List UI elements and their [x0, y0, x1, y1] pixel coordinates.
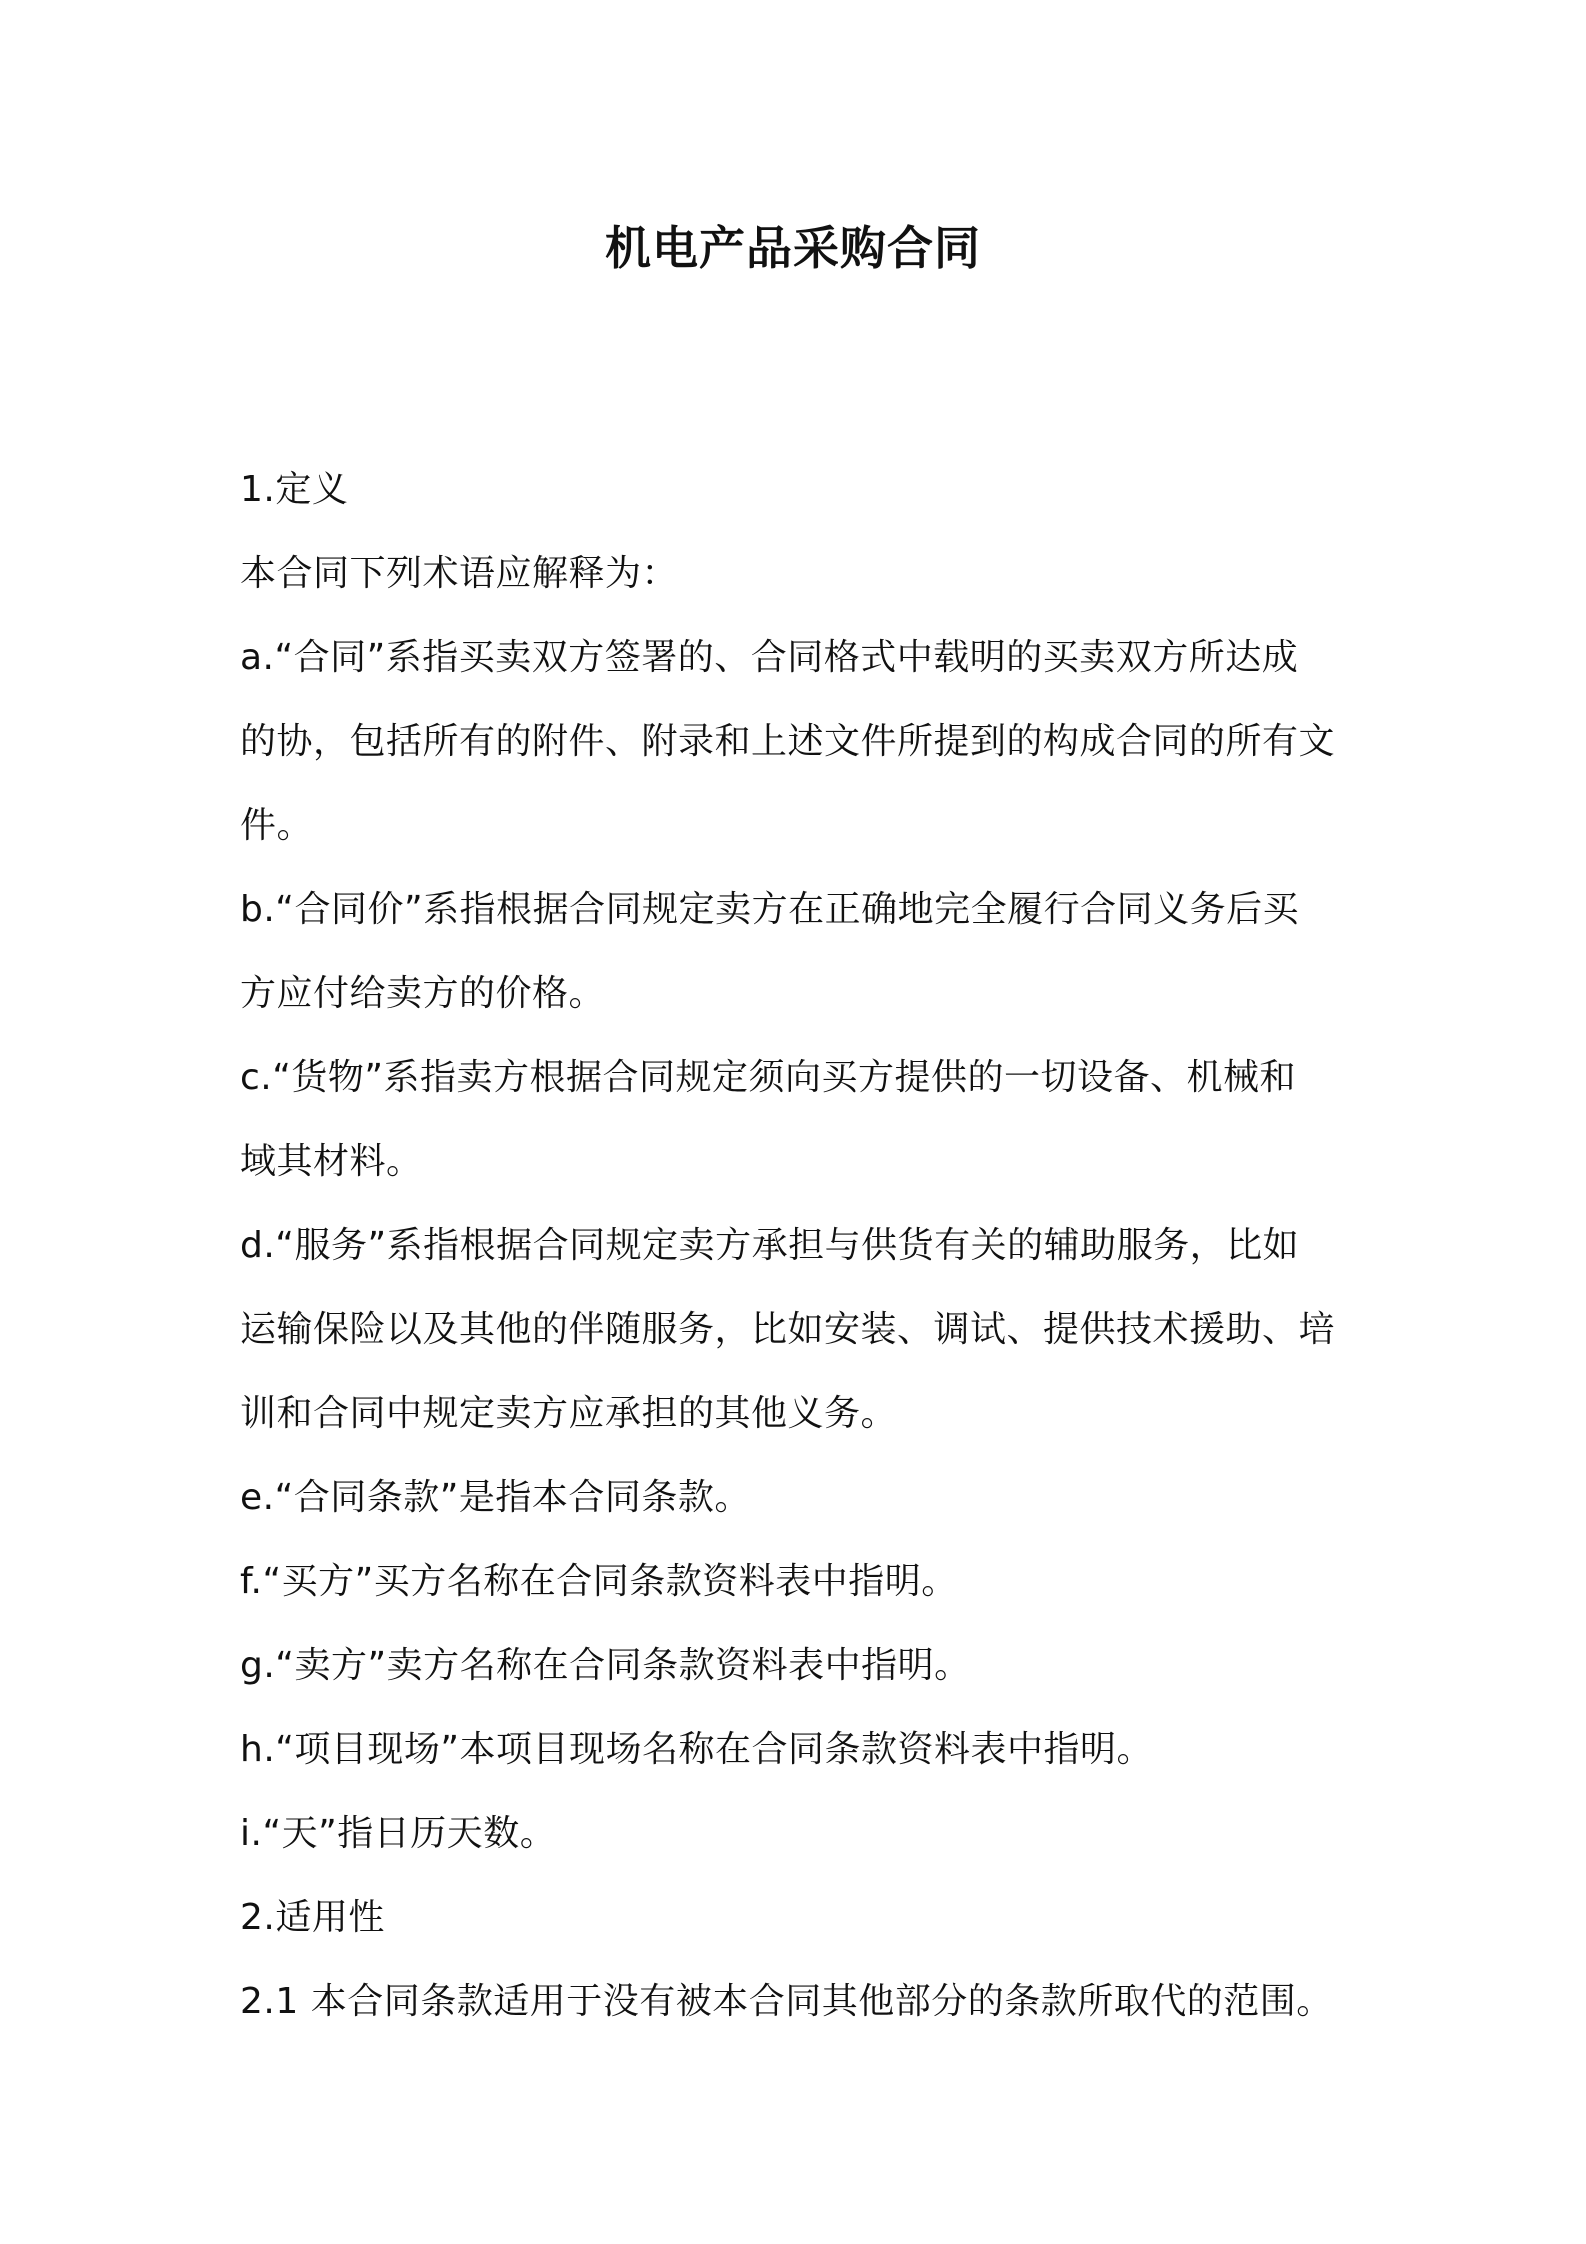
- paragraph-line: 的协，包括所有的附件、附录和上述文件所提到的构成合同的所有文: [240, 721, 1336, 762]
- paragraph-line: 2.1 本合同条款适用于没有被本合同其他部分的条款所取代的范围。: [240, 1981, 1333, 2022]
- paragraph-line: d.“服务”系指根据合同规定卖方承担与供货有关的辅助服务，比如: [240, 1225, 1300, 1266]
- paragraph-line: 件。: [240, 805, 314, 846]
- paragraph-line: 方应付给卖方的价格。: [240, 973, 606, 1014]
- paragraph-line: e.“合同条款”是指本合同条款。: [240, 1477, 751, 1518]
- paragraph-line: 本合同下列术语应解释为：: [240, 553, 679, 594]
- paragraph-line: i.“天”指日历天数。: [240, 1813, 557, 1854]
- paragraph-line: b.“合同价”系指根据合同规定卖方在正确地完全履行合同义务后买: [240, 889, 1300, 930]
- paragraph-line: h.“项目现场”本项目现场名称在合同条款资料表中指明。: [240, 1729, 1154, 1770]
- section-heading-definitions: 1.定义: [240, 469, 349, 510]
- paragraph-line: 域其材料。: [240, 1141, 423, 1182]
- paragraph-line: f.“买方”买方名称在合同条款资料表中指明。: [240, 1561, 958, 1602]
- paragraph-line: 训和合同中规定卖方应承担的其他义务。: [240, 1393, 898, 1434]
- document-title: 机电产品采购合同: [605, 221, 981, 275]
- document-body: [240, 448, 1360, 2044]
- paragraph-line: 运输保险以及其他的伴随服务，比如安装、调试、提供技术援助、培: [240, 1309, 1336, 1350]
- paragraph-line: c.“货物”系指卖方根据合同规定须向买方提供的一切设备、机械和: [240, 1057, 1297, 1098]
- paragraph-line: g.“卖方”卖方名称在合同条款资料表中指明。: [240, 1645, 971, 1686]
- section-heading-applicability: 2.适用性: [240, 1897, 385, 1938]
- paragraph-line: a.“合同”系指买卖双方签署的、合同格式中载明的买卖双方所达成: [240, 637, 1299, 678]
